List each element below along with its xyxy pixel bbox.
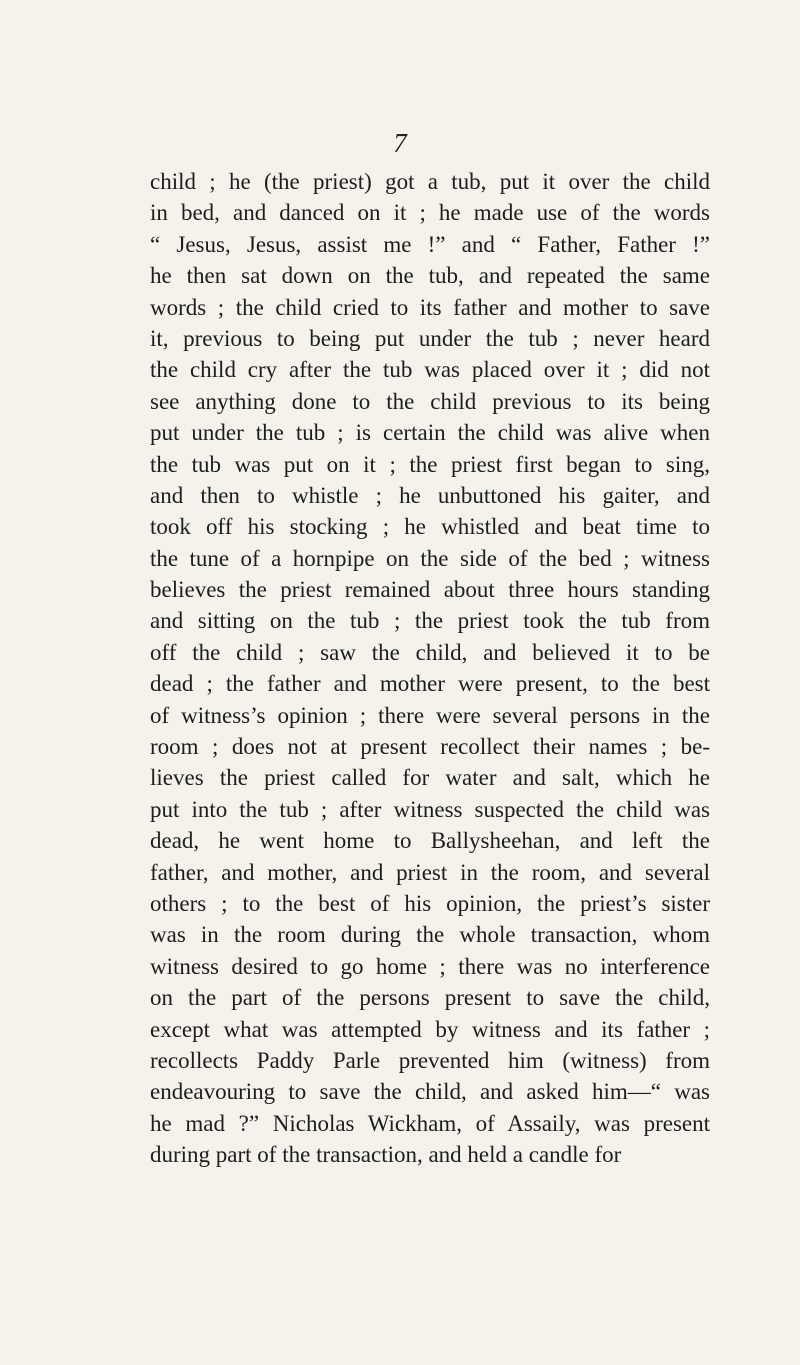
- text-line: off the child ; saw the child, and believed it to be: [150, 639, 710, 665]
- text-line: on the part of the persons present to save the child,: [150, 985, 710, 1011]
- text-line: “ Jesus, Jesus, assist me !” and “ Father, Father !”: [150, 231, 710, 257]
- text-line: except what was attempted by witness and its father ;: [150, 1016, 710, 1042]
- text-line: see anything done to the child previous to its being: [150, 388, 710, 414]
- text-line: put under the tub ; is certain the child was alive when: [150, 420, 710, 446]
- text-line: father, and mother, and priest in the room, and several: [150, 859, 710, 885]
- text-line: and then to whistle ; he unbuttoned his gaiter, and: [150, 482, 710, 508]
- text-line: others ; to the best of his opinion, the priest’s sister: [150, 890, 710, 916]
- text-line: during part of the transaction, and held a candle for: [150, 1142, 622, 1168]
- text-line: he mad ?” Nicholas Wickham, of Assaily, was present: [150, 1110, 710, 1136]
- text-line: dead, he went home to Ballysheehan, and left the: [150, 828, 710, 854]
- text-line: witness desired to go home ; there was no interference: [150, 953, 710, 979]
- text-line: endeavouring to save the child, and asked him—“ was: [150, 1079, 710, 1105]
- text-line: was in the room during the whole transaction, whom: [150, 922, 710, 948]
- page-number: 7: [393, 128, 407, 158]
- text-line: room ; does not at present recollect their names ; be-: [150, 734, 710, 760]
- text-line: it, previous to being put under the tub ; never heard: [150, 325, 710, 351]
- text-line: and sitting on the tub ; the priest took the tub from: [150, 608, 710, 634]
- text-line: words ; the child cried to its father and mother to save: [150, 294, 710, 320]
- text-line: took off his stocking ; he whistled and beat time to: [150, 514, 710, 540]
- text-line: the tune of a hornpipe on the side of the bed ; witness: [150, 545, 710, 571]
- text-line: believes the priest remained about three hours standing: [150, 577, 710, 603]
- body-text: [150, 166, 710, 1171]
- text-line: dead ; the father and mother were present, to the best: [150, 671, 710, 697]
- text-line: put into the tub ; after witness suspected the child was: [150, 796, 710, 822]
- text-line: the child cry after the tub was placed over it ; did not: [150, 357, 710, 383]
- text-line: he then sat down on the tub, and repeated the same: [150, 263, 710, 289]
- text-line: the tub was put on it ; the priest first began to sing,: [150, 451, 710, 477]
- text-line: recollects Paddy Parle prevented him (witness) from: [150, 1047, 710, 1073]
- text-line: in bed, and danced on it ; he made use of the words: [150, 200, 710, 226]
- text-line: lieves the priest called for water and salt, which he: [150, 765, 710, 791]
- text-line: child ; he (the priest) got a tub, put it over the child: [150, 169, 710, 194]
- text-line: of witness’s opinion ; there were several persons in the: [150, 702, 710, 728]
